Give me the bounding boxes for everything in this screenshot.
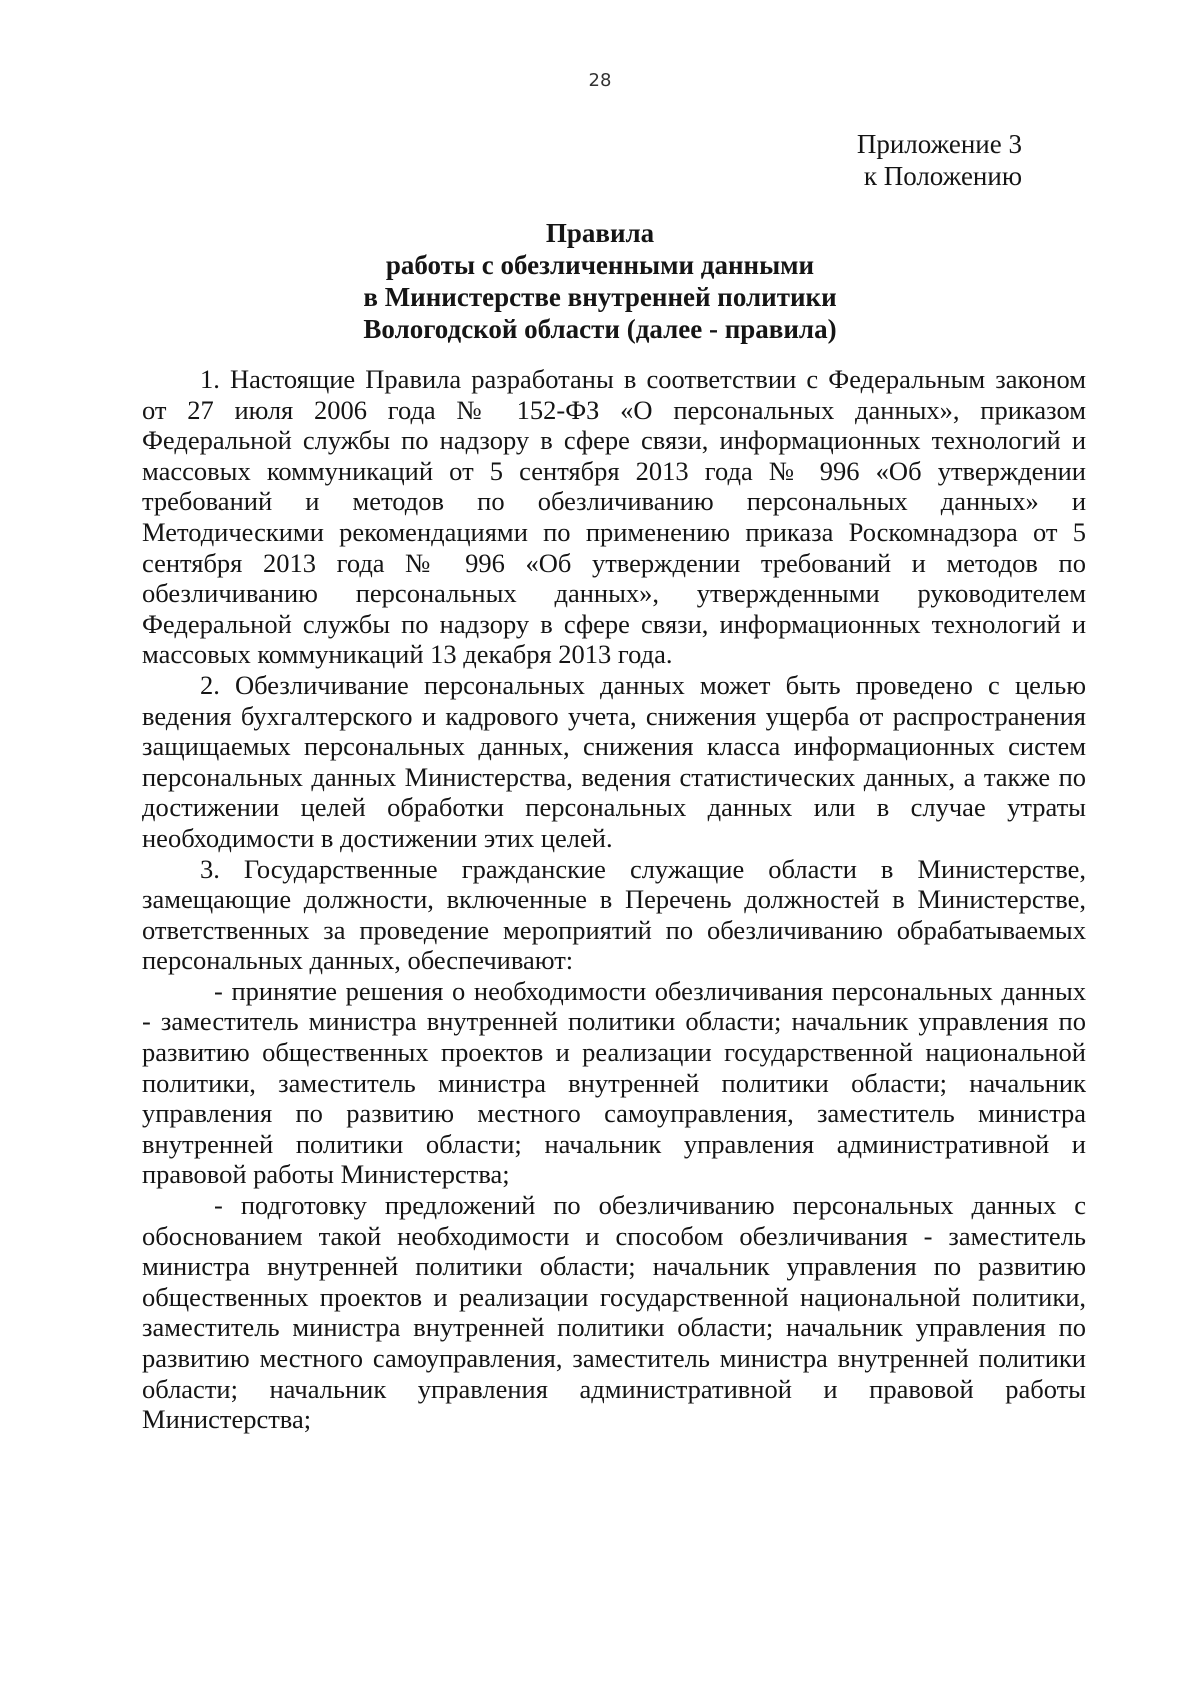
document-body	[142, 364, 1086, 1435]
page-number: 28	[588, 70, 612, 91]
paragraph-2: 2. Обезличивание персональных данных может быть проведено с целью ведения бухгалтерского и кадрового учета, снижения ущерба от распространения защищаемых персональных данных, снижения класса информационных систем персональных данных Министерства, ведения статистических данных, а также по достижении целей обработки персональных данных или в случае утраты необходимости в достижении этих целей.	[142, 669, 1086, 853]
appendix-line-2: к Положению	[863, 161, 1022, 191]
title-line-2: работы с обезличенными данными	[385, 250, 815, 280]
title-line-1: Правила	[545, 218, 655, 248]
list-item-proposals: - подготовку предложений по обезличиванию персональных данных с обоснованием такой необходимости и способом обезличивания - заместитель министра внутренней политики области; начальник управления по развитию общественных проектов и реализации государственной национальной политики, заместитель министра внутренней политики области; начальник управления по развитию местного самоуправления, заместитель министра внутренней политики области; начальник управления административной и правовой работы Министерства;	[142, 1190, 1086, 1435]
title-line-3: в Министерстве внутренней политики	[363, 282, 837, 312]
list-item-decision: - принятие решения о необходимости обезличивания персональных данных - заместитель министра внутренней политики области; начальник управления по развитию общественных проектов и реализации государственной национальной политики, заместитель министра внутренней политики области; начальник управления по развитию местного самоуправления, заместитель министра внутренней политики области; начальник управления административной и правовой работы Министерства;	[142, 975, 1086, 1190]
document-title	[0, 217, 1200, 345]
appendix-header	[857, 128, 1022, 192]
paragraph-3: 3. Государственные гражданские служащие области в Министерстве, замещающие должности, включенные в Перечень должностей в Министерстве, ответственных за проведение мероприятий по обезличиванию обрабатываемых персональных данных, обеспечивают:	[142, 853, 1086, 976]
paragraph-1: 1. Настоящие Правила разработаны в соответствии с Федеральным законом от 27 июля 2006 года № 152-ФЗ «О персональных данных», приказом Федеральной службы по надзору в сфере связи, информационных технологий и массовых коммуникаций от 5 сентября 2013 года № 996 «Об утверждении требований и методов по обезличиванию персональных данных» и Методическими рекомендациями по применению приказа Роскомнадзора от 5 сентября 2013 года № 996 «Об утверждении требований и методов по обезличиванию персональных данных», утвержденными руководителем Федеральной службы по надзору в сфере связи, информационных технологий и массовых коммуникаций 13 декабря 2013 года.	[142, 364, 1086, 670]
title-line-4: Вологодской области (далее - правила)	[363, 314, 837, 344]
appendix-line-1: Приложение 3	[856, 129, 1022, 159]
